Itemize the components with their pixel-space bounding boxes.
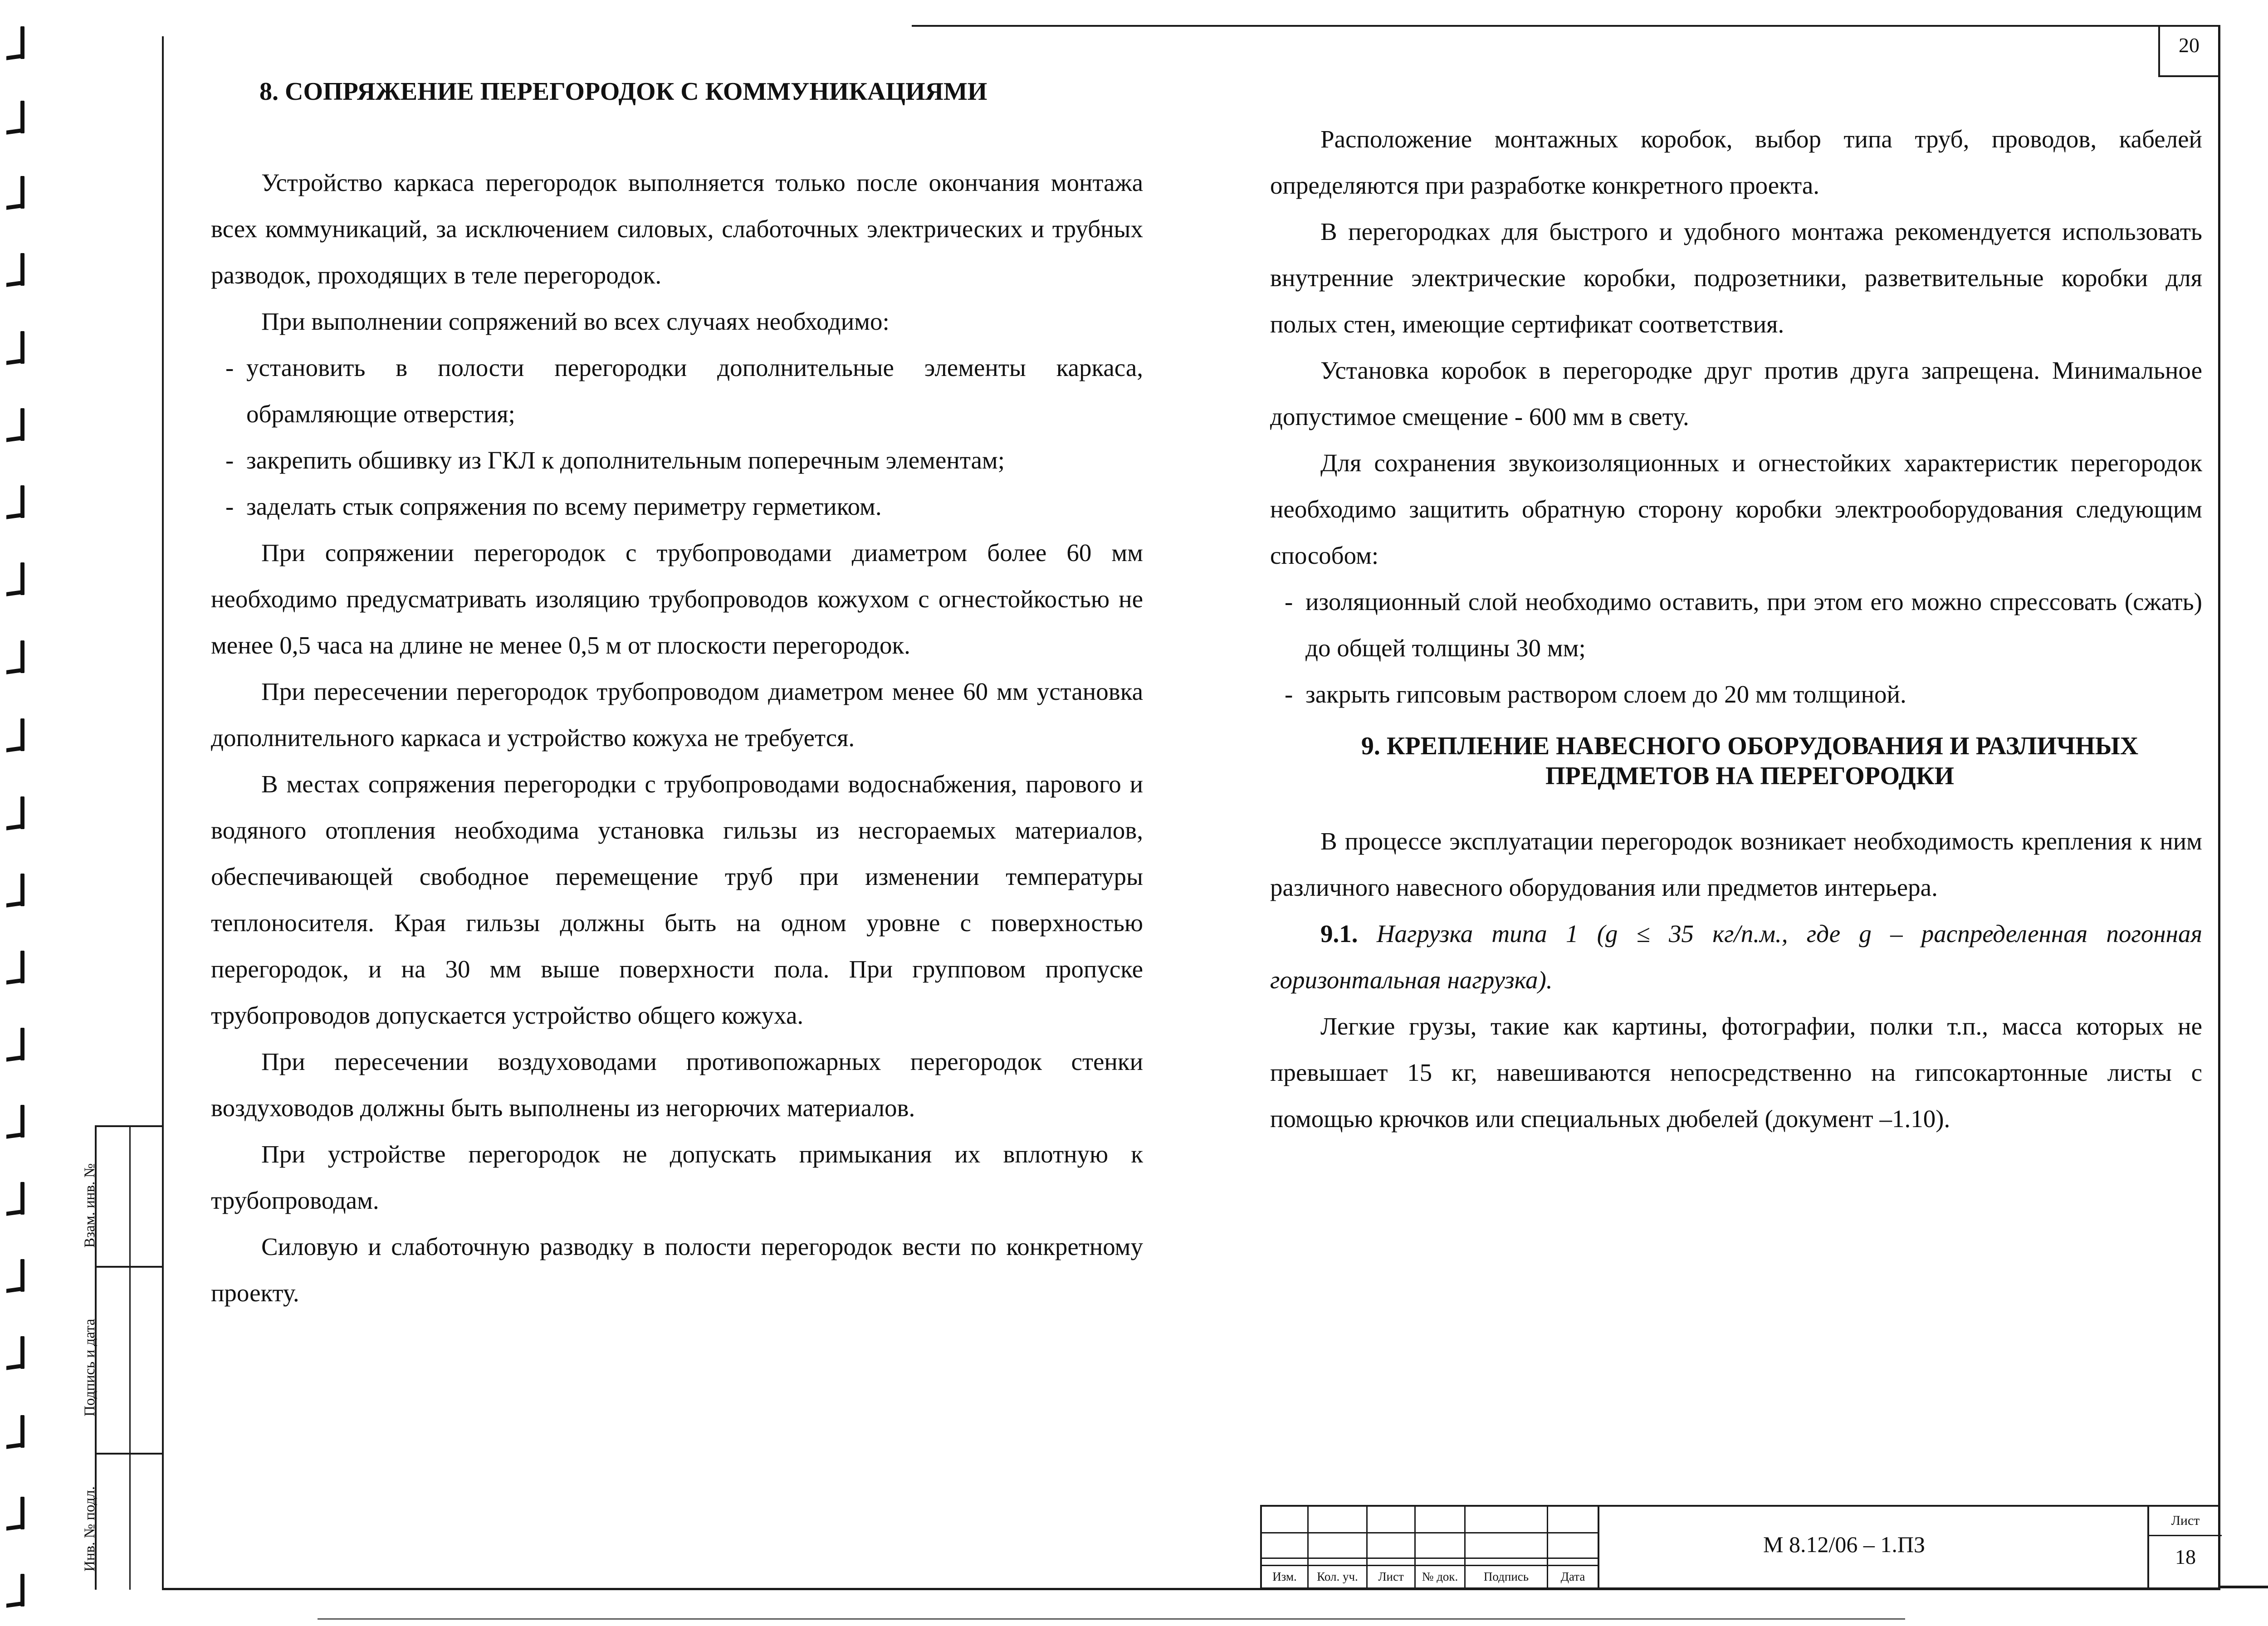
paragraph: При выполнении сопряжений во всех случаях необходимо: (261, 308, 890, 335)
binding-mark (6, 1105, 26, 1138)
binding-mark (6, 1259, 26, 1292)
title-block-header-data: Дата (1560, 1570, 1585, 1583)
binding-mark (6, 1182, 26, 1215)
frame-top-border (912, 25, 2220, 27)
sheet-number: 18 (2175, 1545, 2196, 1568)
load-type-number: 9.1. (1320, 920, 1358, 947)
section-9-heading-line2: ПРЕДМЕТОВ НА ПЕРЕГОРОДКИ (1545, 762, 1954, 790)
stamp-label-vzam: Взам. инв. № (82, 1163, 98, 1248)
list-item: - изоляционный слой необходимо оставить, при этом его можно спрессовать (сжать) до общей толщины 30 мм; (1285, 588, 2202, 662)
section-8-heading: 8. СОПРЯЖЕНИЕ ПЕРЕГОРОДОК С КОММУНИКАЦИЯМИ (259, 78, 987, 106)
binding-mark (6, 951, 26, 983)
title-block (1260, 1505, 2220, 1589)
binding-mark (6, 176, 26, 209)
binding-mark (6, 1497, 26, 1529)
binding-mark (6, 796, 26, 829)
title-block-header-izm: Изм. (1272, 1570, 1297, 1583)
binding-mark (6, 718, 26, 751)
list-item: - закрепить обшивку из ГКЛ к дополнительным поперечным элементам; (225, 446, 1005, 474)
load-type-text: Нагрузка типа 1 (g ≤ 35 кг/п.м., где g – распределенная погонная горизонтальная нагрузка). (1270, 920, 2203, 994)
paragraph: В перегородках для быстрого и удобного монтажа рекомендуется использовать внутренние электрические коробки, подрозетники, разветвительные коробки для полых стен, имеющие сертификат соответствия. (1270, 218, 2202, 338)
paragraph: В процессе эксплуатации перегородок возникает необходимость крепления к ним различного навесного оборудования или предметов интерьера. (1270, 827, 2202, 901)
paragraph: Легкие грузы, такие как картины, фотографии, полки т.п., масса которых не превышает 15 кг, навешиваются непосредственно на гипсокартонные листы с помощью крючков или специальных дюбелей (документ –1.10). (1270, 1012, 2202, 1133)
paragraph: В местах сопряжения перегородки с трубопроводами водоснабжения, парового и водяного отопления необходима установка гильзы из несгораемых материалов, обеспечивающей свободное перемещение труб при изменении температуры теплоносителя. Края гильзы должны быть на одном уровне с поверхностью перегородок, и на 30 мм выше поверхности пола. При групповом пропуске трубопроводов допускается устройство общего кожуха. (211, 770, 1143, 1029)
frame-right-border (2218, 25, 2220, 1590)
stamp-label-inv: Инв. № подл. (82, 1486, 98, 1572)
paragraph: Устройство каркаса перегородок выполняется только после окончания монтажа всех коммуникаций, за исключением силовых, слаботочных электрических и трубных разводок, проходящих в теле перегородок. (211, 169, 1143, 289)
paragraph: При устройстве перегородок не допускать примыкания их вплотную к трубопроводам. (211, 1140, 1143, 1214)
paragraph: При пересечении воздуховодами противопожарных перегородок стенки воздуховодов должны быть выполнены из негорючих материалов. (211, 1048, 1143, 1122)
binding-mark (6, 331, 26, 364)
title-block-header-kol: Кол. уч. (1317, 1570, 1358, 1583)
frame-bottom-extension (2220, 1586, 2268, 1588)
page-number-box (2158, 25, 2218, 77)
binding-mark (6, 408, 26, 441)
scan-bottom-line (318, 1618, 1905, 1620)
title-block-header-list: Лист (1378, 1570, 1404, 1583)
paragraph: Расположение монтажных коробок, выбор типа труб, проводов, кабелей определяются при разработке конкретного проекта. (1270, 125, 2202, 199)
binding-mark (6, 1336, 26, 1369)
stamp-label-podpis: Подпись и дата (82, 1318, 98, 1416)
paragraph: Установка коробок в перегородке друг против друга запрещена. Минимальное допустимое смещение - 600 мм в свету. (1270, 356, 2202, 430)
stamp-cell-inv (82, 1453, 162, 1590)
paragraph: Силовую и слаботочную разводку в полости перегородок вести по конкретному проекту. (211, 1233, 1143, 1307)
paragraph: При сопряжении перегородок с трубопроводами диаметром более 60 мм необходимо предусматривать изоляцию трубопроводов кожухом с огнестойкостью не менее 0,5 часа на длине не менее 0,5 м от плоскости перегородок. (211, 539, 1143, 659)
binding-mark (6, 485, 26, 518)
stamp-cell-podpis (82, 1266, 162, 1455)
title-block-header-podpis: Подпись (1483, 1570, 1529, 1583)
binding-mark (6, 253, 26, 286)
frame-left-border (162, 36, 164, 1590)
binding-mark (6, 640, 26, 673)
title-block-header-doc: № док. (1422, 1570, 1458, 1583)
binding-mark (6, 874, 26, 906)
list-item: - закрыть гипсовым раствором слоем до 20 мм толщиной. (1285, 680, 1906, 708)
side-stamp (82, 1125, 162, 1590)
sheet-label: Лист (2171, 1513, 2200, 1528)
right-column (1270, 116, 2202, 1142)
load-type-paragraph (1270, 911, 2202, 1003)
binding-mark (6, 1574, 26, 1606)
page-number: 20 (2179, 34, 2200, 57)
left-column (211, 78, 1143, 1316)
list-item: - установить в полости перегородки дополнительные элементы каркаса, обрамляющие отверстия; (225, 354, 1143, 428)
document-code: М 8.12/06 – 1.ПЗ (1763, 1532, 1926, 1557)
section-9-heading-line1: 9. КРЕПЛЕНИЕ НАВЕСНОГО ОБОРУДОВАНИЯ И РАЗЛИЧНЫХ (1361, 732, 2139, 760)
list-item: - заделать стык сопряжения по всему периметру герметиком. (225, 493, 882, 520)
binding-mark (6, 562, 26, 595)
binding-mark (6, 101, 26, 133)
binding-mark (6, 26, 26, 59)
paragraph: При пересечении перегородок трубопроводом диаметром менее 60 мм установка дополнительного каркаса и устройство кожуха не требуется. (211, 678, 1143, 752)
binding-mark (6, 1415, 26, 1448)
binding-mark (6, 1028, 26, 1060)
paragraph: Для сохранения звукоизоляционных и огнестойких характеристик перегородок необходимо защитить обратную сторону коробки электрооборудования следующим способом: (1270, 449, 2202, 569)
stamp-cell-vzam (82, 1127, 162, 1268)
section-9-heading (1270, 731, 2202, 791)
